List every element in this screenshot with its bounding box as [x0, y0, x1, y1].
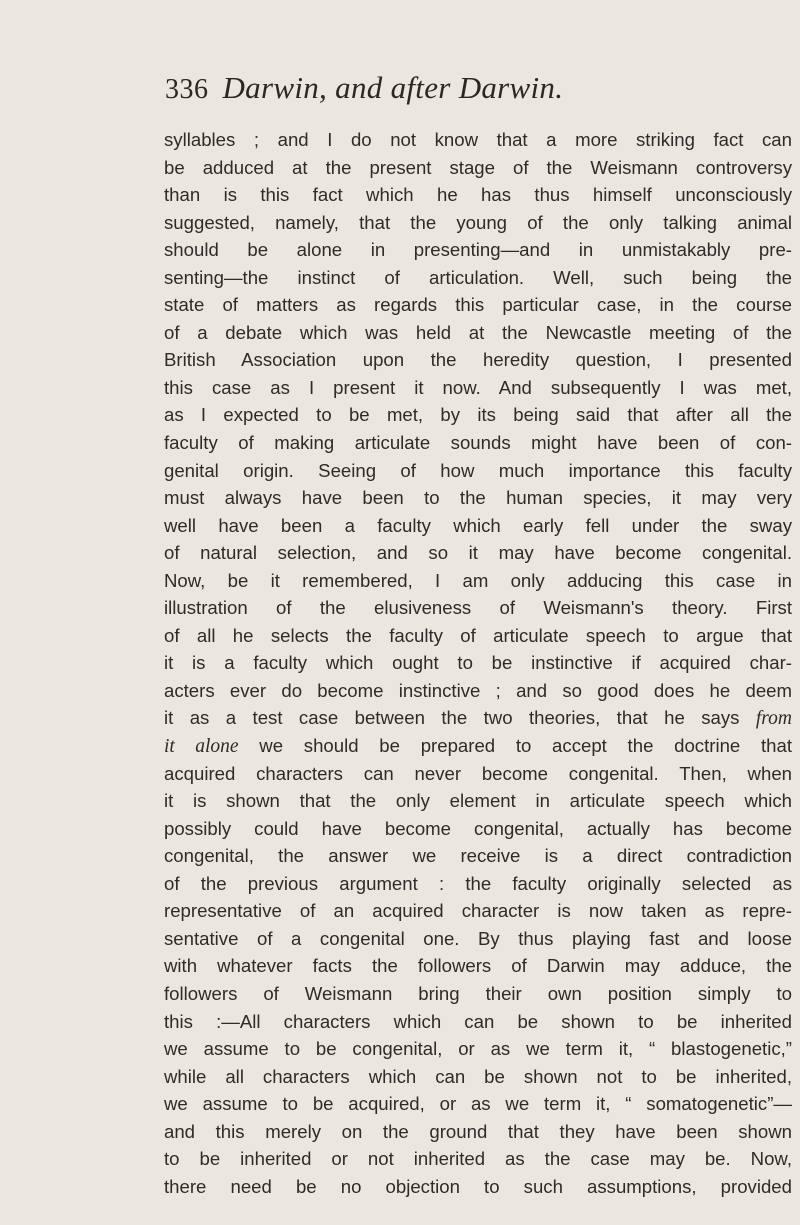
text-line: as I expected to be met, by its being said that after all the — [164, 404, 792, 426]
text-line: state of matters as regards this particular case, in the course — [164, 294, 792, 316]
text-line: genital origin. Seeing of how much importance this faculty — [164, 459, 792, 481]
text-line: it is a faculty which ought to be instinctive if acquired char- — [164, 652, 792, 674]
text-line: of the previous argument : the faculty originally selected as — [164, 872, 792, 894]
text-line: faculty of making articulate sounds might have been of con- — [164, 432, 792, 454]
text-line: illustration of the elusiveness of Weismann's theory. First — [164, 597, 792, 619]
body-text — [164, 126, 792, 1200]
text-line: it as a test case between the two theories, that he says from — [164, 707, 792, 730]
text-line: must always have been to the human species, it may very — [164, 487, 792, 509]
text-line: representative of an acquired character is now taken as repre- — [164, 900, 792, 922]
text-line: this case as I present it now. And subsequently I was met, — [164, 376, 792, 398]
text-line: congenital, the answer we receive is a direct contradiction — [164, 845, 792, 867]
running-title: Darwin, and after Darwin. — [222, 70, 564, 105]
italic-emphasis: from — [755, 708, 792, 730]
text-line: we assume to be congenital, or as we term it, “ blastogenetic,” — [164, 1038, 792, 1060]
text-line: be adduced at the present stage of the Weismann controversy — [164, 156, 792, 178]
text-line: while all characters which can be shown not to be inherited, — [164, 1065, 792, 1087]
text-line: there need be no objection to such assumptions, provided — [164, 1175, 792, 1197]
text-line: of all he selects the faculty of articulate speech to argue that — [164, 624, 792, 646]
text-line: British Association upon the heredity question, I presented — [164, 349, 792, 371]
text-line: it is shown that the only element in articulate speech which — [164, 790, 792, 812]
text-line: with whatever facts the followers of Darwin may adduce, the — [164, 955, 792, 977]
text-line: sentative of a congenital one. By thus playing fast and loose — [164, 927, 792, 949]
text-line: it alone we should be prepared to accept the doctrine that — [164, 735, 792, 758]
text-line: well have been a faculty which early fell under the sway — [164, 514, 792, 536]
italic-emphasis: it alone — [164, 736, 239, 758]
text-line: should be alone in presenting—and in unmistakably pre- — [164, 239, 792, 261]
text-line: suggested, namely, that the young of the only talking animal — [164, 211, 792, 233]
text-line: senting—the instinct of articulation. Well, such being the — [164, 266, 792, 288]
text-line: than is this fact which he has thus himself unconsciously — [164, 184, 792, 206]
text-line: acters ever do become instinctive ; and so good does he deem — [164, 679, 792, 701]
text-line: of a debate which was held at the Newcastle meeting of the — [164, 321, 792, 343]
text-line: to be inherited or not inherited as the case may be. Now, — [164, 1148, 792, 1170]
text-line: we assume to be acquired, or as we term it, “ somatogenetic”— — [164, 1093, 792, 1115]
page-number: 336 — [165, 74, 209, 105]
text-line: followers of Weismann bring their own position simply to — [164, 982, 792, 1004]
text-line: acquired characters can never become congenital. Then, when — [164, 762, 792, 784]
text-line: of natural selection, and so it may have become congenital. — [164, 542, 792, 564]
page-header — [165, 70, 685, 114]
text-line: syllables ; and I do not know that a more striking fact can — [164, 129, 792, 150]
text-line: possibly could have become congenital, actually has become — [164, 817, 792, 839]
text-line: this :—All characters which can be shown to be inherited — [164, 1010, 792, 1032]
text-line: and this merely on the ground that they have been shown — [164, 1120, 792, 1142]
text-line: Now, be it remembered, I am only adducing this case in — [164, 569, 792, 591]
